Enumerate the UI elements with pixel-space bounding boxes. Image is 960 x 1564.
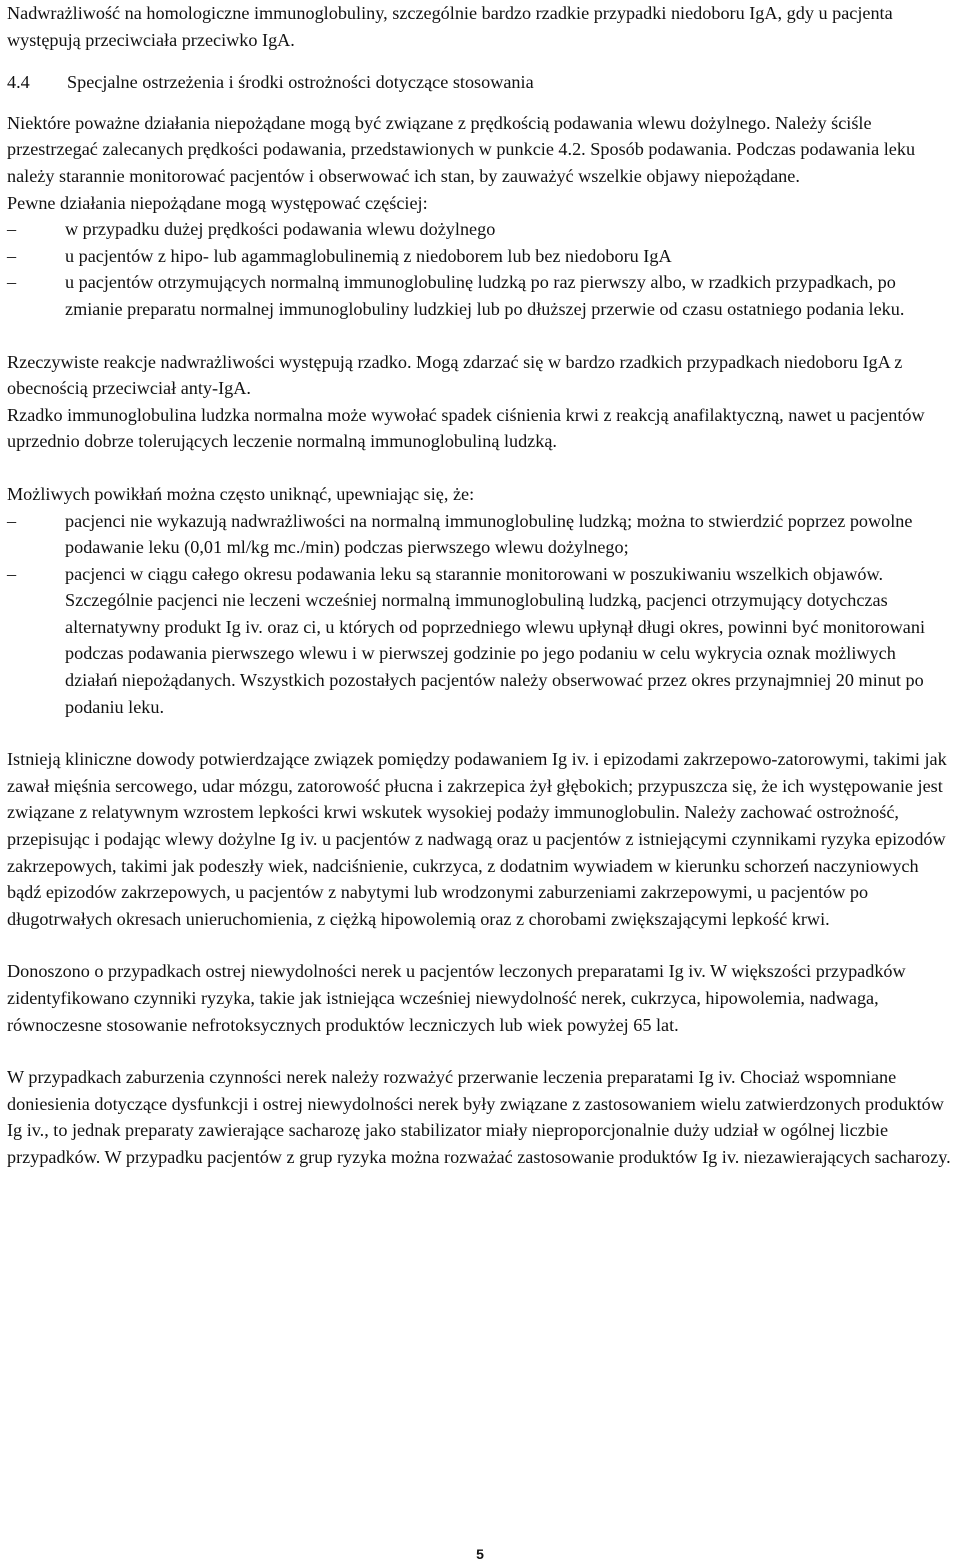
- list-item-text: u pacjentów otrzymujących normalną immunoglobulinę ludzką po raz pierwszy albo, w rzadkich przypadkach, po zmianie preparatu normalnej immunoglobuliny ludzkiej lub po dłuższej przerwie od czasu ostatniego podania leku.: [65, 272, 905, 319]
- document-page: [7, 0, 951, 1171]
- list-item-text: pacjenci nie wykazują nadwrażliwości na normalną immunoglobulinę ludzką; można to stwierdzić poprzez powolne podawanie leku (0,01 ml/kg mc./min) podczas pierwszego wlewu dożylnego;: [65, 510, 913, 558]
- section-heading: [7, 69, 951, 96]
- list-item: [7, 561, 951, 721]
- paragraph-adverse-intro: Pewne działania niepożądane mogą występować częściej:: [7, 192, 428, 213]
- paragraph-anaphylaxis: Rzadko immunoglobulina ludzka normalna może wywołać spadek ciśnienia krwi z reakcją anafilaktyczną, nawet u pacjentów uprzednio dobrze tolerujących leczenie normalną immunoglobuliną ludzką.: [7, 404, 925, 452]
- paragraph-renal-impairment: W przypadkach zaburzenia czynności nerek należy rozważyć przerwanie leczenia preparatami Ig iv. Chociaż wspomniane doniesienia dotyczące dysfunkcji i ostrej niewydolności nerek były związane z zastosowaniem wielu zatwierdzonych produktów Ig iv., to jednak preparaty zawierające sacharozę jako stabilizator miały nieproporcjonalnie duży udział w ogólnej liczbie przypadków. W przypadku pacjentów z grup ryzyka można rozważać zastosowanie produktów Ig iv. niezawierających sacharozy.: [7, 1067, 951, 1167]
- dash-bullet: –: [7, 563, 17, 584]
- list-item: [7, 269, 951, 322]
- dash-bullet: –: [7, 219, 17, 240]
- complications-list: [7, 508, 951, 721]
- list-item-text: u pacjentów z hipo- lub agammaglobulinemią z niedoborem lub bez niedoboru IgA: [65, 245, 672, 266]
- intro-paragraph: Nadwrażliwość na homologiczne immunoglobuliny, szczególnie bardzo rzadkie przypadki niedoboru IgA, gdy u pacjenta występują przeciwciała przeciwko IgA.: [7, 3, 893, 50]
- paragraph-complications-intro: Możliwych powikłań można często uniknąć, upewniając się, że:: [7, 483, 475, 504]
- list-item: [7, 216, 951, 243]
- dash-bullet: –: [7, 245, 17, 266]
- list-item-text: pacjenci w ciągu całego okresu podawania leku są starannie monitorowani w poszukiwaniu wszelkich objawów. Szczególnie pacjenci nie leczeni wcześniej normalną immunoglobuliną ludzką, pacjenci otrzymujący dotychczas alternatywny produkt Ig iv. oraz ci, u których od poprzedniego wlewu upłynął długi okres, powinni być monitorowani podczas podawania pierwszego wlewu i w pierwszej godzinie po jego podaniu w celu wykrycia oznak możliwych działań niepożądanych. Wszystkich pozostałych pacjentów należy obserwować przez okres przynajmniej 20 minut po podaniu leku.: [65, 563, 926, 717]
- paragraph-hypersensitivity: Rzeczywiste reakcje nadwrażliwości występują rzadko. Mogą zdarzać się w bardzo rzadkich przypadkach niedoboru IgA z obecnością przeciwciał anty-IgA.: [7, 351, 903, 399]
- dash-bullet: –: [7, 272, 17, 293]
- paragraph-infusion-rate: Niektóre poważne działania niepożądane mogą być związane z prędkością podawania wlewu dożylnego. Należy ściśle przestrzegać zalecanych prędkości podawania, przedstawionych w punkcie 4.2. Sposób podawania. Podczas podawania leku należy starannie monitorować pacjentów i obserwować ich stan, by zauważyć wszelkie objawy niepożądane.: [7, 112, 916, 186]
- list-item: [7, 508, 951, 561]
- paragraph-thromboembolism: Istnieją kliniczne dowody potwierdzające związek pomiędzy podawaniem Ig iv. i epizodami zakrzepowo-zatorowymi, takimi jak zawał mięśnia sercowego, udar mózgu, zatorowość płucna i zakrzepica żył głębokich; przypuszcza się, że ich występowanie jest związane z relatywnym wzrostem lepkości krwi wskutek wysokiej podaży immunoglobulin. Należy zachować ostrożność, przepisując i podając wlewy dożylne Ig iv. u pacjentów z nadwagą oraz u pacjentów z istniejącymi czynnikami ryzyka epizodów zakrzepowych, takimi jak podeszły wiek, nadciśnienie, cukrzyca, z dodatnim wywiadem w kierunku schorzeń naczyniowych bądź epizodów zakrzepowych, u pacjentów z nabytymi lub wrodzonymi zaburzeniami zakrzepowymi, u pacjentów po długotrwałych okresach unieruchomienia, z ciężką hipowolemią oraz z chorobami zwiększającymi lepkość krwi.: [7, 749, 947, 929]
- list-item-text: w przypadku dużej prędkości podawania wlewu dożylnego: [65, 219, 496, 240]
- paragraph-renal-failure: Donoszono o przypadkach ostrej niewydolności nerek u pacjentów leczonych preparatami Ig iv. W większości przypadków zidentyfikowano czynniki ryzyka, takie jak istniejąca wcześniej niewydolność nerek, cukrzyca, hipowolemia, nadwaga, równoczesne stosowanie nefrotoksycznych produktów leczniczych lub wiek powyżej 65 lat.: [7, 961, 906, 1035]
- section-title: Specjalne ostrzeżenia i środki ostrożności dotyczące stosowania: [67, 72, 534, 93]
- section-number: 4.4: [7, 72, 30, 93]
- page-number: 5: [476, 1546, 484, 1562]
- dash-bullet: –: [7, 510, 17, 531]
- list-item: [7, 243, 951, 270]
- adverse-risk-list: [7, 216, 951, 322]
